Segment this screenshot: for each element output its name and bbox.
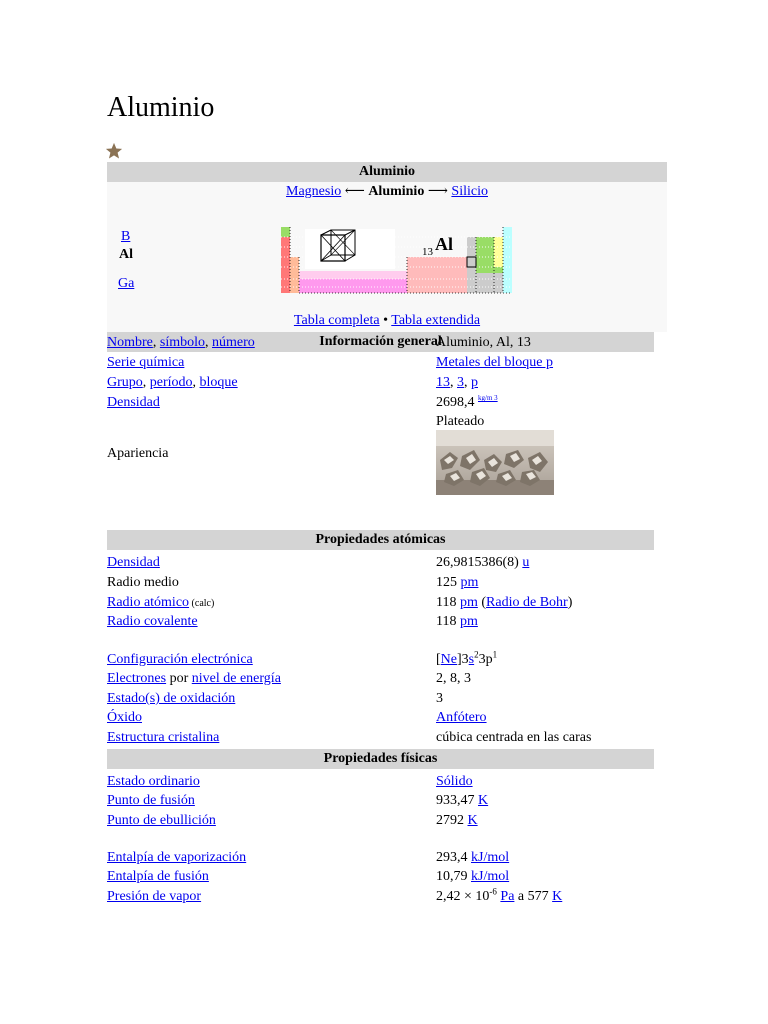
row-mean-radius xyxy=(107,573,654,593)
atomic-mass-unit-link[interactable]: u xyxy=(522,555,530,570)
config-part: ]3 xyxy=(457,652,469,667)
chemical-series-link[interactable]: Serie química xyxy=(107,355,185,370)
row-atomic-radius xyxy=(107,593,654,613)
pascal-link[interactable]: Pa xyxy=(500,889,515,904)
density-link[interactable]: Densidad xyxy=(107,395,160,410)
mean-radius-value: 125 xyxy=(436,575,461,590)
state-link[interactable]: Estado ordinario xyxy=(107,774,200,789)
element-nav xyxy=(107,182,667,202)
group-above-link[interactable]: B xyxy=(121,229,131,244)
name-value: Aluminio, Al, 13 xyxy=(436,335,531,350)
vapor-pressure-exponent: -6 xyxy=(489,886,497,897)
row-density xyxy=(107,393,654,413)
paren-close: ) xyxy=(567,595,573,610)
mean-radius-unit-link[interactable]: pm xyxy=(460,575,479,590)
symbol-link[interactable]: símbolo xyxy=(159,335,206,350)
row-vapor-pressure xyxy=(107,887,654,907)
row-atomic-mass xyxy=(107,553,654,573)
extended-table-link[interactable]: Tabla extendida xyxy=(391,313,481,328)
bullet-separator: • xyxy=(383,313,389,328)
row-state xyxy=(107,772,654,792)
kelvin-link[interactable]: K xyxy=(552,889,563,904)
atomic-properties-header: Propiedades atómicas xyxy=(107,530,654,550)
infobox-header: Aluminio xyxy=(107,162,667,182)
mean-radius-label: Radio medio xyxy=(107,575,179,590)
prev-element-link[interactable]: Magnesio xyxy=(286,184,342,199)
crystal-structure-value: cúbica centrada en las caras xyxy=(436,730,592,745)
row-melting-point xyxy=(107,791,654,811)
aluminium-sample-image[interactable] xyxy=(436,430,554,495)
oxidation-link[interactable]: Estado(s) de oxidación xyxy=(107,691,236,706)
fusion-enthalpy-link[interactable]: Entalpía de fusión xyxy=(107,869,209,884)
crystal-structure-link[interactable]: Estructura cristalina xyxy=(107,730,220,745)
chemical-series-value-link[interactable]: Metales del bloque p xyxy=(436,355,554,370)
bohr-radius-link[interactable]: Radio de Bohr xyxy=(486,595,568,610)
full-table-link[interactable]: Tabla completa xyxy=(293,313,380,328)
star-icon[interactable] xyxy=(105,142,123,160)
appearance-value: Plateado xyxy=(436,414,485,429)
electrons-value: 2, 8, 3 xyxy=(436,671,471,686)
row-fusion-enthalpy xyxy=(107,867,654,887)
table-links-row xyxy=(107,310,667,332)
row-crystal-structure xyxy=(107,728,654,748)
atomic-radius-link[interactable]: Radio atómico xyxy=(107,595,190,610)
energy-level-link[interactable]: nivel de energía xyxy=(191,671,281,686)
boiling-point-link[interactable]: Punto de ebullición xyxy=(107,813,216,828)
block-value-link[interactable]: p xyxy=(471,375,478,390)
atomic-radius-value: 118 xyxy=(436,595,460,610)
row-oxide xyxy=(107,708,654,728)
row-electron-config xyxy=(107,650,654,670)
boiling-point-value: 2792 xyxy=(436,813,468,828)
row-appearance xyxy=(107,444,654,464)
covalent-radius-link[interactable]: Radio covalente xyxy=(107,614,198,629)
neon-link[interactable]: Ne xyxy=(440,652,457,667)
vaporization-enthalpy-link[interactable]: Entalpía de vaporización xyxy=(107,850,247,865)
kelvin-link[interactable]: K xyxy=(478,793,489,808)
period-link[interactable]: período xyxy=(149,375,193,390)
kelvin-link[interactable]: K xyxy=(467,813,478,828)
vapor-pressure-value: 2,42 × 10 xyxy=(436,889,490,904)
separator: , xyxy=(192,375,200,390)
p-exponent: 1 xyxy=(492,649,498,660)
config-part: 3p xyxy=(478,652,493,667)
state-value-link[interactable]: Sólido xyxy=(436,774,473,789)
separator: , xyxy=(152,335,160,350)
vaporization-enthalpy-value: 293,4 xyxy=(436,850,471,865)
kj-mol-link[interactable]: kJ/mol xyxy=(471,869,510,884)
melting-point-value: 933,47 xyxy=(436,793,478,808)
electrons-link[interactable]: Electrones xyxy=(107,671,167,686)
separator: , xyxy=(464,375,471,390)
oxidation-value: 3 xyxy=(436,691,443,706)
atomic-mass-link[interactable]: Densidad xyxy=(107,555,160,570)
general-info-header: Información general xyxy=(107,332,654,352)
group-current: Al xyxy=(119,247,133,262)
covalent-radius-value: 118 xyxy=(436,614,460,629)
separator: , xyxy=(142,375,150,390)
block-link[interactable]: bloque xyxy=(199,375,238,390)
element-symbol: Al xyxy=(435,234,453,254)
periodic-table-minimap[interactable] xyxy=(281,227,517,303)
arrow-left-icon: ⟵ xyxy=(344,184,365,199)
melting-point-link[interactable]: Punto de fusión xyxy=(107,793,195,808)
oxide-link[interactable]: Óxido xyxy=(107,710,142,725)
row-electrons xyxy=(107,669,654,689)
oxide-value-link[interactable]: Anfótero xyxy=(436,710,487,725)
s-exponent: 2 xyxy=(474,649,479,660)
bracket-open: [ xyxy=(436,652,441,667)
element-number: 13 xyxy=(422,246,433,258)
row-vaporization-enthalpy xyxy=(107,848,654,868)
period-value-link[interactable]: 3 xyxy=(457,375,464,390)
group-below-link[interactable]: Ga xyxy=(118,276,135,291)
electrons-mid: por xyxy=(166,671,192,686)
row-appearance-value xyxy=(107,412,654,432)
group-link[interactable]: Grupo xyxy=(107,375,143,390)
current-element: Aluminio xyxy=(368,184,425,199)
page-title: Aluminio xyxy=(107,92,215,123)
physical-properties-header: Propiedades físicas xyxy=(107,749,654,769)
density-unit-link[interactable]: kg/m 3 xyxy=(478,394,498,403)
arrow-right-icon: ⟶ xyxy=(427,184,448,199)
atomic-radius-note: (calc) xyxy=(189,598,215,609)
atomic-mass-value: 26,9815386(8) xyxy=(436,555,523,570)
atomic-radius-unit-link[interactable]: pm xyxy=(459,595,478,610)
density-value: 2698,4 xyxy=(436,395,478,410)
separator: , xyxy=(450,375,457,390)
row-boiling-point xyxy=(107,811,654,831)
fusion-enthalpy-value: 10,79 xyxy=(436,869,471,884)
row-group-period-block xyxy=(107,373,654,393)
row-oxidation xyxy=(107,689,654,709)
periodic-table-block xyxy=(107,202,667,310)
group-value-link[interactable]: 13 xyxy=(436,375,450,390)
kj-mol-link[interactable]: kJ/mol xyxy=(471,850,510,865)
vapor-pressure-link[interactable]: Presión de vapor xyxy=(107,889,202,904)
next-element-link[interactable]: Silicio xyxy=(451,184,488,199)
crystal-structure-icon xyxy=(305,229,395,269)
infobox xyxy=(107,162,667,352)
paren-open: ( xyxy=(477,595,487,610)
number-link[interactable]: número xyxy=(212,335,255,350)
appearance-label: Apariencia xyxy=(107,446,169,461)
s-orbital-link[interactable]: s xyxy=(468,652,475,667)
separator: , xyxy=(205,335,213,350)
name-link[interactable]: Nombre xyxy=(107,335,153,350)
electron-config-link[interactable]: Configuración electrónica xyxy=(107,652,253,667)
row-name-symbol-number xyxy=(107,333,654,353)
vapor-pressure-mid: a 577 xyxy=(514,889,553,904)
covalent-radius-unit-link[interactable]: pm xyxy=(459,614,478,629)
row-chemical-series xyxy=(107,353,654,373)
row-covalent-radius xyxy=(107,612,654,632)
